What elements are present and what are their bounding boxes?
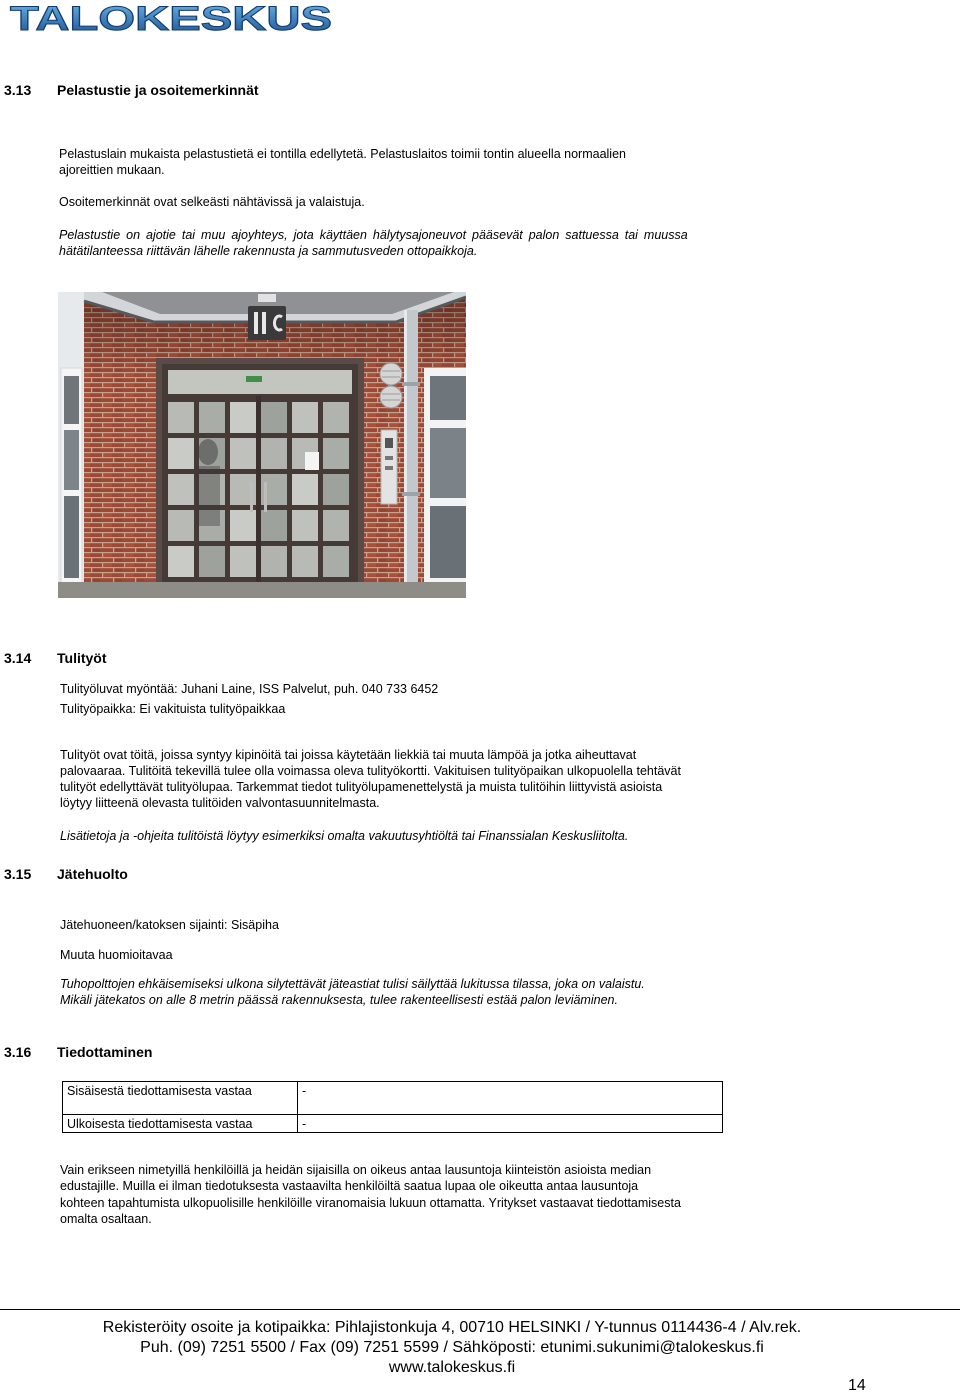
left-window-pane: [64, 376, 79, 424]
intercom-speaker: [385, 438, 393, 448]
intercom-button: [385, 466, 393, 470]
door-glass-pane: [323, 510, 349, 541]
table-cell-label: Ulkoisesta tiedottamisesta vastaa: [63, 1115, 298, 1133]
footer-line-2: Puh. (09) 7251 5500 / Fax (09) 7251 5599 / Sähköposti: etunimi.sukunimi@talokeskus.fi: [140, 1339, 764, 1356]
other-notes-label: Muuta huomioitavaa: [60, 948, 173, 962]
section-314-paragraph-line-3: tulityöt edellyttävät tulityölupaa. Tarkemmat tiedot tulityölupamenettelystä ja muista tulitöihin liittyvistä asioista: [60, 780, 663, 794]
section-313-number: 3.13: [4, 82, 32, 98]
photo-ground: [58, 582, 466, 598]
right-window-pane: [430, 376, 466, 420]
table-cell-value: -: [298, 1082, 723, 1115]
left-window-pane: [64, 496, 79, 578]
door-glass-pane: [323, 402, 349, 433]
door-glass-pane: [292, 510, 318, 541]
door-glass-pane: [199, 546, 225, 577]
door-glass-pane: [323, 474, 349, 505]
wall-vent: [380, 386, 402, 408]
door-glass-pane: [168, 546, 194, 577]
hot-work-permit-line: Tulityöluvat myöntää: Juhani Laine, ISS Palvelut, puh. 040 733 6452: [60, 682, 439, 696]
section-314-paragraph-line-2: palovaaraa. Tulitöitä tekevillä tulee olla voimassa oleva tulityökortti. Vakituisen tulityöpaikan ulkopuolella tehtävät: [60, 764, 681, 778]
door-handle-right: [264, 482, 267, 512]
photo-right-window: [424, 368, 466, 598]
section-314-paragraph-line-4: löytyy liitteenä olevasta tulitöiden valvontasuunnitelmasta.: [60, 796, 380, 810]
door-glass-pane: [292, 546, 318, 577]
door-glass-pane: [230, 546, 256, 577]
right-window-pane: [430, 506, 466, 578]
table-cell-value: -: [298, 1115, 723, 1133]
page-number: 14: [848, 1377, 866, 1394]
door-reflection: [196, 466, 220, 526]
address-sign-plate: [248, 306, 286, 340]
door-glass-pane: [168, 474, 194, 505]
talokeskus-logo: [8, 0, 340, 36]
section-316-paragraph-line-4: omalta osaltaan.: [60, 1212, 152, 1226]
address-sign-digit: [254, 312, 258, 334]
section-313-paragraph-1-line-2: ajoreittien mukaan.: [59, 163, 165, 177]
photo-left-window: [58, 292, 84, 598]
photo-address-sign: [248, 306, 286, 340]
logo-wordmark: TALOKESKUS: [10, 0, 332, 36]
door-glass-pane: [323, 438, 349, 469]
section-314-note: Lisätietoja ja -ohjeita tulitöistä löytyy esimerkiksi omalta vakuutusyhtiöltä tai Finanssialan Keskusliitolta.: [60, 829, 629, 843]
section-314-number: 3.14: [4, 650, 32, 666]
door-glass-pane: [168, 438, 194, 469]
door-glass-pane: [261, 510, 287, 541]
left-window-pane: [64, 430, 79, 490]
door-glass-pane: [292, 402, 318, 433]
footer-line-1: Rekisteröity osoite ja kotipaikka: Pihlajistonkuja 4, 00710 HELSINKI / Y-tunnus 0114436-4 / Alv.rek.: [102, 1319, 802, 1336]
section-316-paragraph-line-3: kohteen tapahtumista ulkopuolisille henkilöille viranomaisia lukuun ottamatta. Yritykset vastaavat tiedottamisesta: [60, 1196, 681, 1210]
wall-vent: [380, 363, 402, 385]
section-313-note-line-2: hätätilanteessa riittävän lähelle rakennusta ja sammutusveden ottopaikkoja.: [59, 244, 478, 258]
address-sign-digit: [262, 312, 266, 334]
photo-drainpipe: [402, 310, 420, 598]
section-316-paragraph-line-1: Vain erikseen nimetyillä henkilöillä ja heidän sijaisilla on oikeus antaa lausuntoja kiinteistön asioista median: [60, 1163, 652, 1177]
door-glass-pane: [230, 438, 256, 469]
section-315-title: Jätehuolto: [57, 866, 128, 882]
table-cell-label: Sisäisestä tiedottamisesta vastaa: [63, 1082, 298, 1115]
right-window-pane: [430, 428, 466, 498]
table-row: [63, 1082, 723, 1115]
door-glass-pane: [230, 510, 256, 541]
section-313-paragraph-1-line-1: Pelastuslain mukaista pelastustietä ei tontilla edellytetä. Pelastuslaitos toimii tontin alueella normaalien: [59, 147, 626, 161]
section-315-note-line-1: Tuhopolttojen ehkäisemiseksi ulkona silytettävät jäteastiat tulisi säilyttää lukitussa tilassa, joka on valaistu.: [60, 977, 645, 991]
door-glass-pane: [230, 402, 256, 433]
door-glass-pane: [199, 402, 225, 433]
door-glass-pane: [261, 438, 287, 469]
section-315-note-line-2: Mikäli jätekatos on alle 8 metrin päässä rakennuksesta, tulee rakenteellisesti estää palon leviäminen.: [60, 993, 618, 1007]
hot-work-workplace-line: Tulityöpaikka: Ei vakituista tulityöpaikkaa: [60, 702, 286, 716]
section-316-paragraph-line-2: edustajille. Muilla ei ilman tiedotuksesta vastaavilta henkilöiltä saatua lupaa ole oikeutta antaa lausuntoja: [60, 1179, 639, 1193]
table-row: [63, 1115, 723, 1133]
door-glass-pane: [168, 510, 194, 541]
exit-sign: [246, 376, 262, 382]
section-314-title: Tulityöt: [57, 650, 107, 666]
photo-entrance-door: [156, 358, 364, 598]
drainpipe-bracket: [402, 382, 420, 386]
footer-divider: [0, 1309, 960, 1310]
section-314-paragraph-line-1: Tulityöt ovat töitä, joissa syntyy kipinöitä tai joissa käytetään liekkiä tai muuta lämpöä ja jotka aiheuttavat: [60, 748, 637, 762]
entrance-photo: [58, 292, 466, 598]
photo-intercom: [381, 430, 397, 504]
footer-line-3: www.talokeskus.fi: [388, 1359, 516, 1376]
door-glass-pane: [292, 474, 318, 505]
canopy-light: [258, 294, 276, 302]
section-313-title: Pelastustie ja osoitemerkinnät: [57, 82, 259, 98]
section-315-number: 3.15: [4, 866, 32, 882]
door-glass-pane: [261, 546, 287, 577]
door-handle-left: [250, 482, 253, 512]
door-glass-pane: [261, 402, 287, 433]
section-316-number: 3.16: [4, 1044, 32, 1060]
section-313-note-line-1: Pelastustie on ajotie tai muu ajoyhteys, jota käyttäen hälytysajoneuvot pääsevät palon sattuessa tai muussa: [59, 228, 688, 242]
drainpipe-bracket: [402, 492, 420, 496]
door-glass-pane: [323, 546, 349, 577]
door-reflection: [198, 439, 218, 465]
door-center-bar: [256, 396, 261, 598]
drainpipe-highlight: [404, 310, 407, 598]
communication-responsibility-table: [62, 1081, 723, 1133]
waste-room-location-line: Jätehuoneen/katoksen sijainti: Sisäpiha: [60, 918, 279, 932]
door-notice: [305, 452, 319, 470]
door-glass-pane: [168, 402, 194, 433]
intercom-button: [385, 456, 393, 460]
section-316-title: Tiedottaminen: [57, 1044, 153, 1060]
section-313-paragraph-2: Osoitemerkinnät ovat selkeästi nähtävissä ja valaistuja.: [59, 195, 365, 209]
